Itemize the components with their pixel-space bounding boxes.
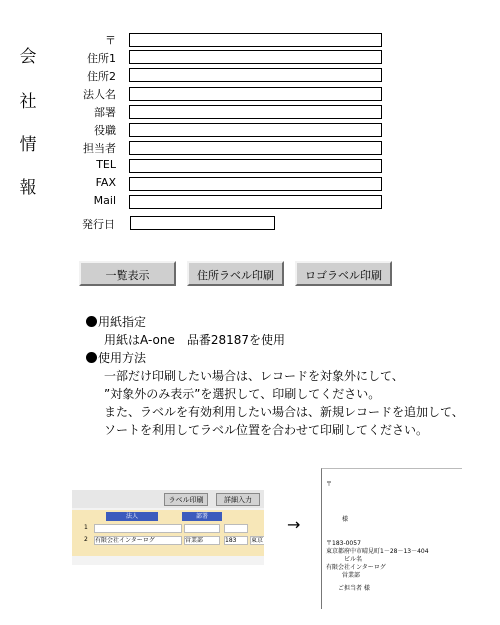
issue-date-field[interactable] xyxy=(130,216,275,230)
department-label: 部署 xyxy=(94,106,116,119)
mail-label: Mail xyxy=(93,194,116,207)
fax-label: FAX xyxy=(95,176,116,189)
preview-row2-company: 有限会社インターログ xyxy=(94,536,182,545)
preview-row1-num: 1 xyxy=(84,524,88,531)
section-title-char: 会 xyxy=(19,47,37,67)
preview-postal-mark: 〒 xyxy=(326,481,333,488)
preview-building: ビル名 xyxy=(344,556,363,563)
preview-col-department: 部署 xyxy=(182,512,222,521)
address2-field[interactable] xyxy=(129,68,382,82)
corporation-name-label: 法人名 xyxy=(83,88,116,101)
position-label: 役職 xyxy=(94,124,116,137)
section-title-char: 社 xyxy=(19,92,37,112)
bullet-icon xyxy=(86,352,97,363)
usage-line: 一部だけ印刷したい場合は、レコードを対象外にして、 xyxy=(104,369,404,383)
issue-date-label: 発行日 xyxy=(82,218,115,231)
preview-department: 営業部 xyxy=(342,572,361,579)
contact-person-field[interactable] xyxy=(129,141,382,155)
preview-col-corporation: 法人 xyxy=(106,512,158,521)
preview-postal-code: 〒183-0057 xyxy=(326,540,361,547)
address1-label: 住所1 xyxy=(87,52,116,65)
preview-row1-code xyxy=(224,524,248,533)
paper-heading-text: 用紙指定 xyxy=(98,315,147,329)
preview-honorific: 様 xyxy=(342,516,349,523)
section-title-char: 情 xyxy=(19,135,37,155)
paper-heading xyxy=(86,313,146,330)
paper-text: 用紙はA-one 品番28187を使用 xyxy=(104,333,286,347)
preview-contact: ご担当者 様 xyxy=(338,585,370,592)
preview-row2-code: 183 xyxy=(224,536,248,545)
preview-address1: 東京都府中市晴見町1－28－13－404 xyxy=(326,548,429,555)
preview-row1-dept xyxy=(184,524,220,533)
label-print-preview xyxy=(321,468,462,609)
preview-row-band xyxy=(72,510,264,556)
usage-line: ”対象外のみ表示”を選択して、印刷してください。 xyxy=(104,387,381,401)
position-field[interactable] xyxy=(129,123,382,137)
fax-field[interactable] xyxy=(129,177,382,191)
preview-company: 有限会社インターログ xyxy=(326,564,386,571)
contact-person-label: 担当者 xyxy=(83,142,116,155)
department-field[interactable] xyxy=(129,105,382,119)
usage-line: また、ラベルを有効利用したい場合は、新規レコードを追加して、 xyxy=(104,405,464,419)
preview-row1-company xyxy=(94,524,182,533)
tel-label: TEL xyxy=(96,158,116,171)
postal-code-label: 〒 xyxy=(105,34,116,47)
preview-row2-dept: 営業部 xyxy=(184,536,220,545)
bullet-icon xyxy=(86,316,97,327)
address1-field[interactable] xyxy=(129,50,382,64)
section-title-char: 報 xyxy=(19,178,37,198)
logo-label-print-button[interactable]: ロゴラベル印刷 xyxy=(295,261,392,286)
preview-row2-address: 東京 xyxy=(250,536,264,545)
arrow-icon: → xyxy=(287,515,301,534)
preview-detail-entry-button: 詳細入力 xyxy=(216,493,260,506)
preview-row2-num: 2 xyxy=(84,536,88,543)
mail-field[interactable] xyxy=(129,195,382,209)
address2-label: 住所2 xyxy=(87,70,116,83)
postal-code-field[interactable] xyxy=(129,33,382,47)
usage-line: ソートを利用してラベル位置を合わせて印刷してください。 xyxy=(104,423,429,437)
address-label-print-button[interactable]: 住所ラベル印刷 xyxy=(187,261,284,286)
list-screen-preview xyxy=(72,490,264,565)
corporation-name-field[interactable] xyxy=(129,87,382,101)
list-view-button[interactable]: 一覧表示 xyxy=(79,261,176,286)
usage-heading-text: 使用方法 xyxy=(98,351,147,365)
tel-field[interactable] xyxy=(129,159,382,173)
preview-label-print-button: ラベル印刷 xyxy=(164,493,208,506)
usage-heading xyxy=(86,349,146,366)
